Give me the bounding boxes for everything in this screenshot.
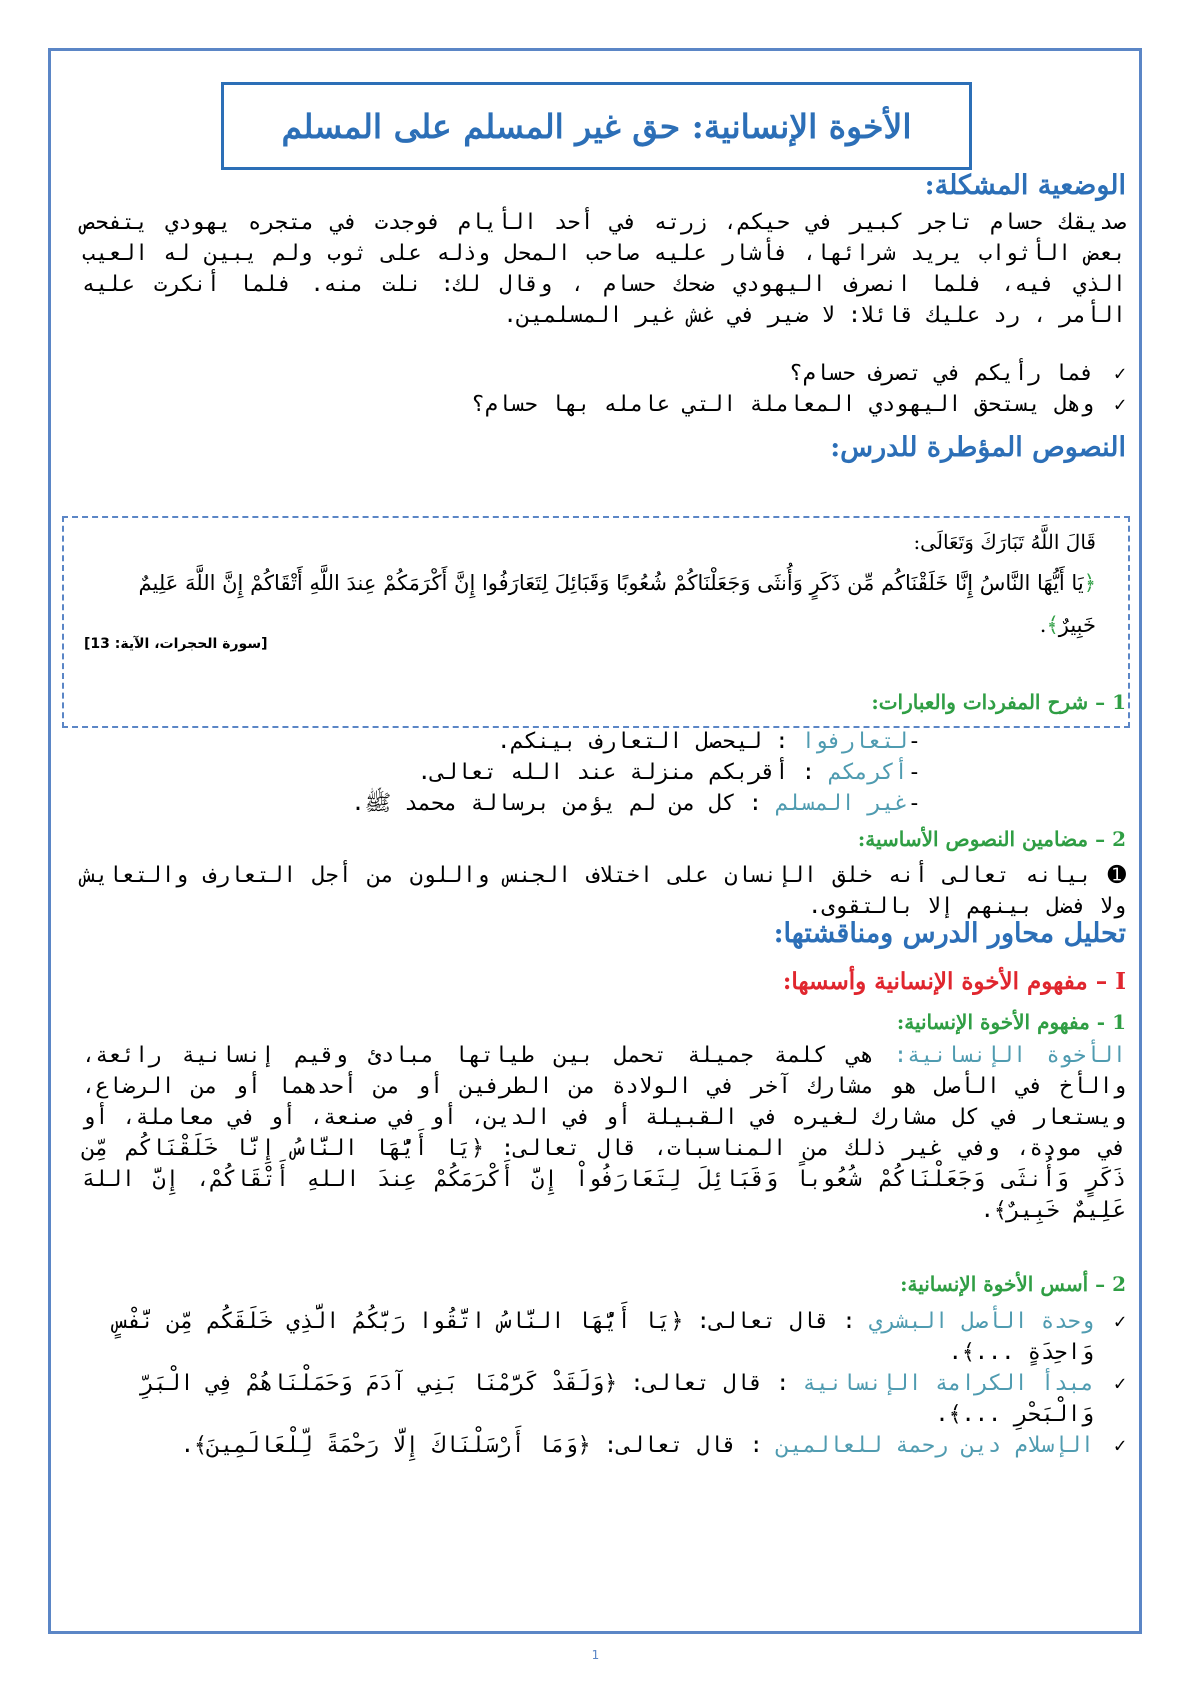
foundations-heading: 2 – أسس الأخوة الإنسانية:	[900, 1272, 1126, 1296]
contents-body: بيانه تعالى أنه خلق الإنسان على اختلاف الجنس واللون من أجل التعارف والتعايش ولا فضل بينهم إلا بالتقوى.	[82, 863, 1126, 919]
vocabulary-heading: 1 – شرح المفردات والعبارات:	[871, 690, 1126, 714]
vocab-item: -لتعارفوا : ليحصل التعارف بينكم.	[497, 729, 921, 754]
title-box	[221, 82, 972, 170]
question-text: وهل يستحق اليهودي المعاملة التي عامله بها حسام؟	[471, 392, 1094, 417]
verse-source: [سورة الحجرات، الآية: 13]	[84, 636, 268, 652]
quran-intro: قَالَ اللَّهُ تَبَارَكَ وَتَعَالَى:	[913, 530, 1096, 554]
foundation-item	[82, 1430, 1126, 1461]
verse-end: .	[1039, 613, 1047, 637]
question-item	[82, 358, 1126, 389]
contents-text	[82, 860, 1126, 922]
foundation-term: مبدأ الكرامة الإنسانية	[802, 1371, 1094, 1396]
concept-term: الأخوة الإنسانية:	[893, 1043, 1127, 1068]
foundation-term: وحدة الأصل البشري	[868, 1309, 1094, 1334]
foundation-item	[82, 1368, 1126, 1430]
contents-heading: 2 – مضامين النصوص الأساسية:	[857, 827, 1126, 851]
foundation-term: الإسلام دين رحمة للعالمين	[776, 1433, 1094, 1458]
analysis-heading: تحليل محاور الدرس ومناقشتها:	[773, 918, 1126, 949]
concept-text	[82, 1040, 1126, 1226]
verse-text: يَا أَيُّهَا النَّاسُ إِنَّا خَلَقْنَاكُم مِّن ذَكَرٍ وَأُنثَى وَجَعَلْنَاكُمْ شُعُوبًا وَقَبَائِلَ لِتَعَارَفُوا إِنَّ أَكْرَمَكُمْ عِندَ اللَّهِ أَتْقَاكُمْ إِنَّ اللَّهَ عَلِيمٌ خَبِيرٌ	[138, 571, 1096, 637]
brace-close: ﴾	[1046, 613, 1059, 637]
situation-heading: الوضعية المشكلة:	[924, 170, 1126, 201]
situation-questions	[82, 358, 1126, 420]
section-one-heading: I – مفهوم الأخوة الإنسانية وأسسها:	[782, 968, 1126, 995]
concept-body: هي كلمة جميلة تحمل بين طياتها مبادئ وقيم إنسانية رائعة، والأخ في الأصل هو مشارك آخر في الولادة من الطرفين أو من أحدهما أو من الرضاع، ويستعار في كل مشارك لغيره في القبيلة أو في الدين، أو في صنعة، أو في معاملة، أو في مودة، وفي غير ذلك من المناسبات، قال تعالى: ﴿يَا أَيُّهَا النَّاسُ إِنَّا خَلَقْنَاكُم مِّن ذَكَرٍ وَأُنثَى وَجَعَلْنَاكُمْ شُعُوباً وَقَبَائِلَ لِتَعَارَفُواْ إِنَّ أَكْرَمَكُمْ عِندَ اللهِ أَتْقَاكُمْ، إِنَّ اللهَ عَلِيمٌ خَبِيرٌ﴾.	[82, 1043, 1126, 1223]
situation-text: صديقك حسام تاجر كبير في حيكم، زرته في أحد الأيام فوجدت في متجره يهودي يتفحص بعض الأثواب يريد شرائها، فأشار عليه صاحب المحل وذله على ثوب ولم يبين له العيب الذي فيه، فلما انصرف اليهودي ضحك حسام ، وقال لك: نلت منه. فلما أنكرت عليه الأمر ، رد عليك قائلا: لا ضير في غش غير المسلمين.	[82, 210, 1126, 328]
vocab-item: -أكرمكم : أقربكم منزلة عند الله تعالى.	[417, 760, 921, 785]
check-icon: ✓	[1113, 392, 1126, 416]
check-icon: ✓	[1113, 361, 1126, 385]
quran-verse	[104, 562, 1096, 646]
numbered-circle-icon: ➊	[1107, 863, 1127, 888]
foundations-list	[82, 1306, 1126, 1461]
check-icon: ✓	[1113, 1371, 1126, 1395]
check-icon: ✓	[1113, 1433, 1126, 1457]
question-item	[82, 389, 1126, 420]
foundation-text: : قال تعالى: ﴿وَلَقَدْ كَرَّمْنَا بَنِي آدَمَ وَحَمَلْنَاهُمْ فِي الْبَرِّ وَالْبَحْرِ ...﴾.	[140, 1371, 1094, 1427]
question-text: فما رأيكم في تصرف حسام؟	[789, 361, 1094, 386]
foundation-text: : قال تعالى: ﴿يَا أَيُّهَا النَّاسُ اتَّقُوا رَبَّكُمُ الَّذِي خَلَقَكُم مِّن نَّفْسٍ وَاحِدَةٍ ...﴾.	[114, 1309, 1094, 1365]
texts-heading: النصوص المؤطرة للدرس:	[830, 432, 1126, 463]
vocab-definition: أقربكم منزلة عند الله تعالى.	[417, 760, 789, 785]
foundation-item	[82, 1306, 1126, 1368]
concept-heading: 1 - مفهوم الأخوة الإنسانية:	[896, 1010, 1126, 1034]
page-number: 1	[591, 1648, 600, 1662]
vocab-term: أكرمكم	[828, 760, 908, 785]
vocabulary-list	[351, 726, 921, 819]
page-title: الأخوة الإنسانية: حق غير المسلم على المسلم	[281, 106, 912, 146]
vocab-definition: ليحصل التعارف بينكم.	[497, 729, 763, 754]
check-icon: ✓	[1113, 1309, 1126, 1333]
vocab-term: لتعارفوا	[801, 729, 908, 754]
foundation-text: : قال تعالى: ﴿وَمَا أَرْسَلْنَاكَ إِلَّا رَحْمَةً لِّلْعَالَمِينَ﴾.	[180, 1433, 763, 1458]
vocab-definition: كل من لم يؤمن برسالة محمد ﷺ.	[351, 791, 736, 816]
vocab-item: -غير المسلم : كل من لم يؤمن برسالة محمد ﷺ.	[351, 791, 921, 816]
vocab-term: غير المسلم	[775, 791, 908, 816]
brace-open: ﴿	[1083, 571, 1096, 595]
